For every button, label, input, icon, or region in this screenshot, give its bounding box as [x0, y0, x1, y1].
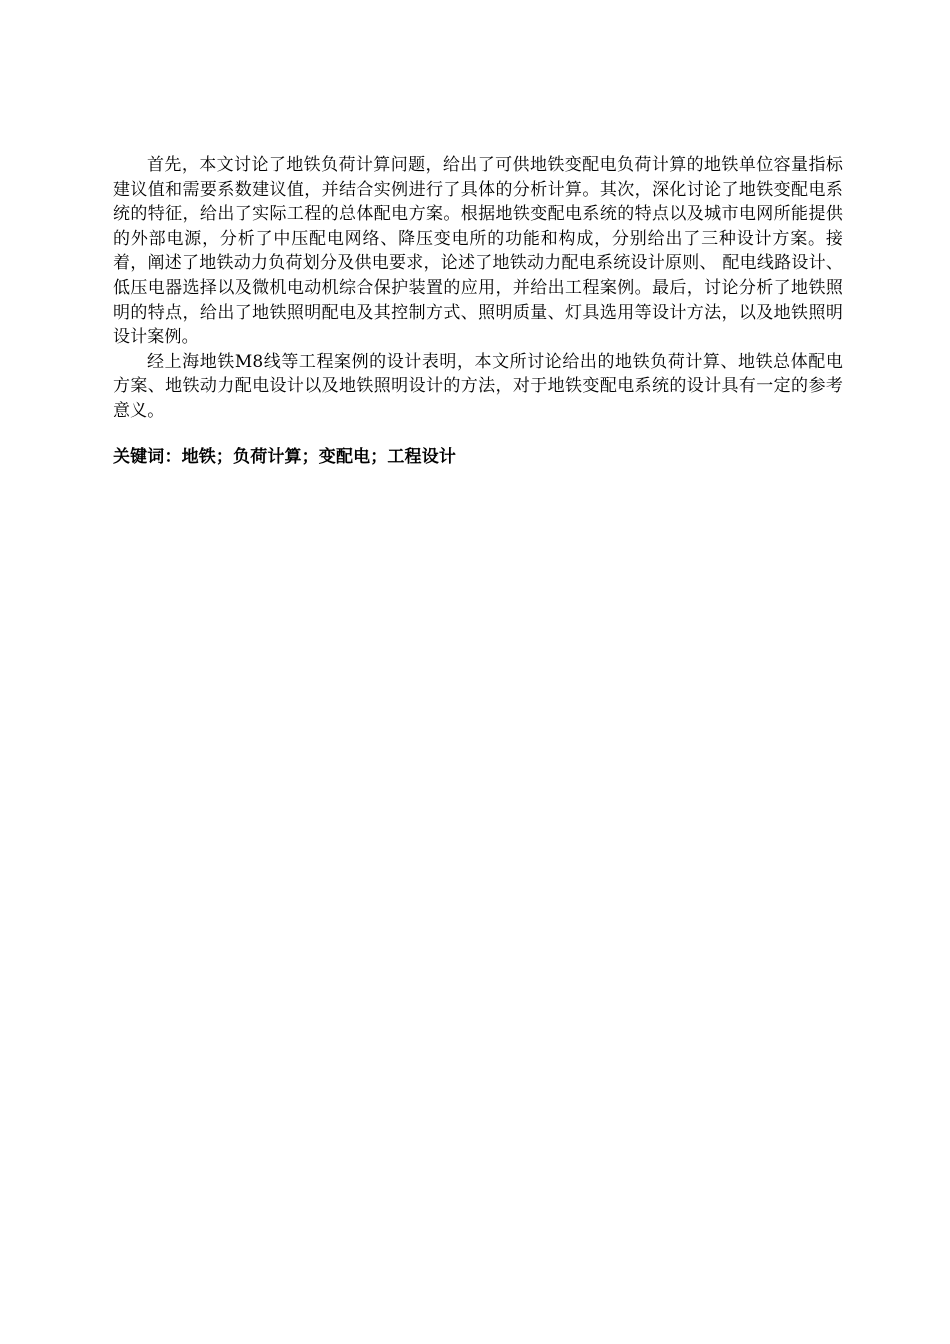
abstract-section	[113, 153, 843, 469]
abstract-paragraph-2: 经上海地铁M8线等工程案例的设计表明，本文所讨论给出的地铁负荷计算、地铁总体配电方案、地铁动力配电设计以及地铁照明设计的方法，对于地铁变配电系统的设计具有一定的参考意义。	[113, 351, 843, 421]
abstract-paragraph-1: 首先，本文讨论了地铁负荷计算问题，给出了可供地铁变配电负荷计算的地铁单位容量指标建议值和需要系数建议值，并结合实例进行了具体的分析计算。其次，深化讨论了地铁变配电系统的特征，给出了实际工程的总体配电方案。根据地铁变配电系统的特点以及城市电网所能提供的外部电源，分析了中压配电网络、降压变电所的功能和构成，分别给出了三种设计方案。接着，阐述了地铁动力负荷划分及供电要求，论述了地铁动力配电系统设计原则、 配电线路设计、 低压电器选择以及微机电动机综合保护装置的应用，并给出工程案例。最后，讨论分析了地铁照明的特点，给出了地铁照明配电及其控制方式、照明质量、灯具选用等设计方法，以及地铁照明设计案例。	[113, 155, 843, 348]
keywords-line: 关键词：地铁；负荷计算；变配电；工程设计	[113, 446, 456, 467]
